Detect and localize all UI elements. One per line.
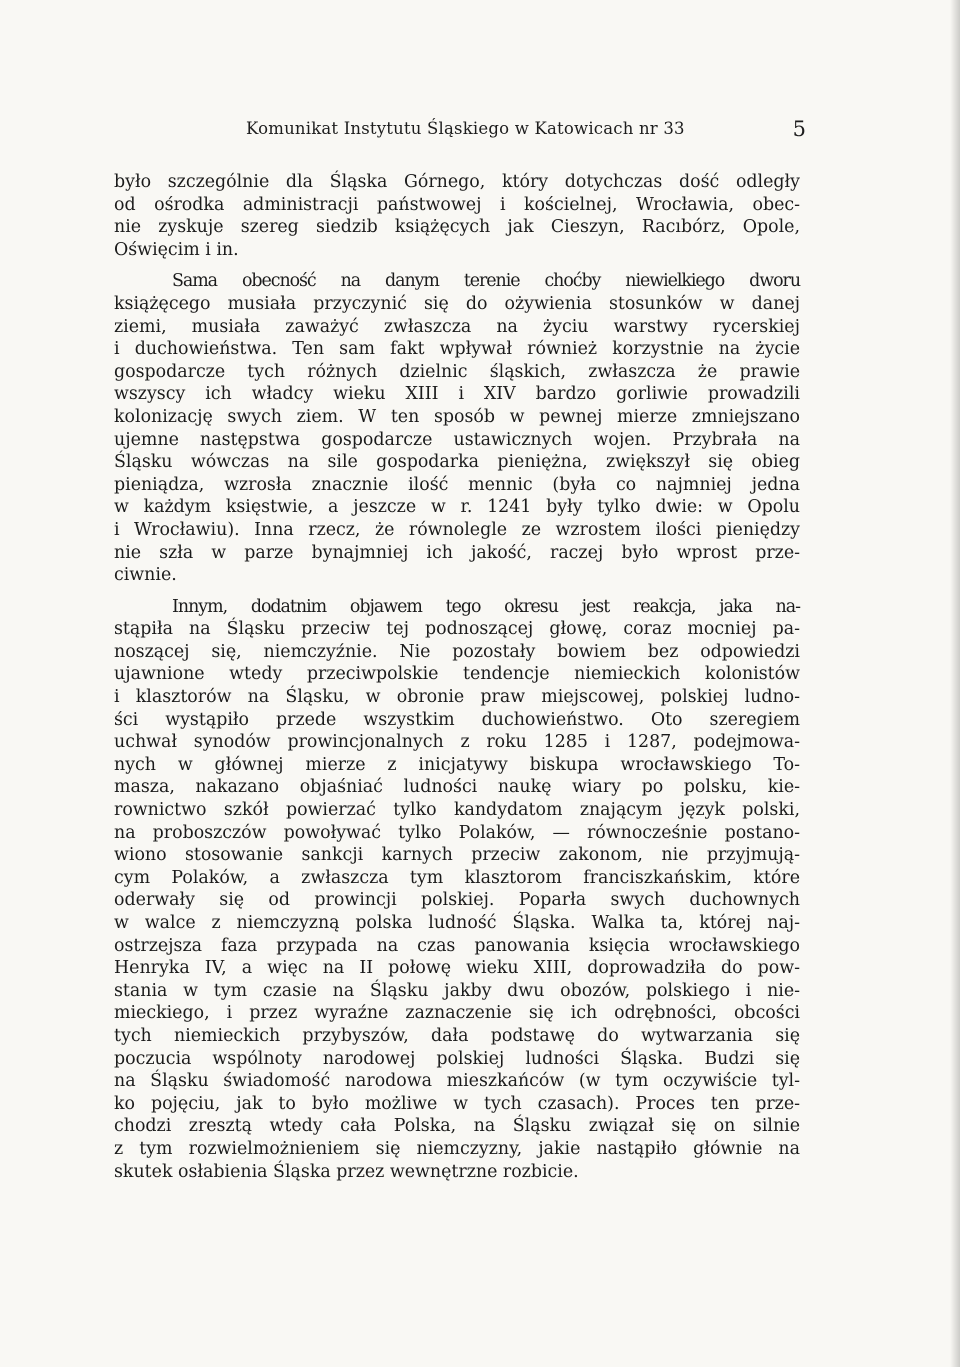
text-line: nych w głównej mierze z inicjatywy biskupa wrocławskiego To-	[114, 754, 800, 775]
text-line: stąpiła na Śląsku przeciw tej podnoszącej głowę, coraz mocniej pa-	[114, 619, 800, 640]
text-line: pieniądza, wzrosła znacznie ilość mennic (była co najmniej jedna	[114, 474, 800, 495]
text-line: i duchowieństwa. Ten sam fakt wpływał również korzystnie na życie	[114, 339, 800, 360]
text-line: ujemne następstwa gospodarcze ustawicznych wojen. Przybrała na	[114, 429, 800, 450]
text-line: ziemi, musiała zaważyć zwłaszcza na życiu warstwy rycerskiej	[114, 316, 800, 337]
text-line: Innym, dodatnim objawem tego okresu jest reakcja, jaka na-	[172, 596, 800, 617]
text-line: Sama obecność na danym terenie choćby niewielkiego dworu	[172, 271, 800, 292]
text-line: książęcego musiała przyczynić się do ożywienia stosunków w danej	[114, 293, 800, 314]
text-line: w każdym księstwie, a jeszcze w r. 1241 były tylko dwie: w Opolu	[114, 497, 800, 518]
page-number: 5	[792, 117, 806, 141]
text-line: nie szła w parze bynajmniej ich jakość, raczej było wprost prze-	[114, 542, 800, 563]
text-line: i Wrocławiu). Inna rzecz, że równolegle ze wzrostem ilości pieniędzy	[114, 519, 800, 540]
text-line: Henryka IV, a więc na II połowę wieku XIII, doprowadziła do pow-	[114, 958, 800, 979]
text-line: na Śląsku świadomość narodowa mieszkańców (w tym oczywiście tyl-	[114, 1071, 800, 1092]
text-line: mieckiego, i przez wyraźne zaznaczenie się ich odrębności, obcości	[114, 1003, 800, 1024]
text-line: tych niemieckich przybyszów, dała podstawę do wytwarzania się	[114, 1025, 800, 1046]
text-line: stania w tym czasie na Śląsku jakby dwu obozów, polskiego i nie-	[114, 980, 800, 1001]
text-line: od ośrodka administracji państwowej i kościelnej, Wrocławia, obec-	[114, 194, 800, 215]
text-line: skutek osłabienia Śląska przez wewnętrzne rozbicie.	[114, 1161, 579, 1182]
paragraph-2	[114, 270, 800, 586]
text-line: wszyscy ich władcy wieku XIII i XIV bardzo gorliwie prowadzili	[114, 384, 800, 405]
page-edge-shadow	[950, 0, 960, 1367]
text-line: było szczególnie dla Śląska Górnego, który dotychczas dość odległy	[114, 172, 800, 192]
text-line: Oświęcim i in.	[114, 239, 239, 260]
body-text	[114, 171, 800, 1183]
text-line: i klasztorów na Śląsku, w obronie praw miejscowej, polskiej ludno-	[114, 687, 800, 708]
text-line: wiono stosowanie sankcji karnych przeciw zakonom, nie przyjmują-	[114, 845, 800, 866]
text-line: ko pojęciu, jak to było możliwe w tych czasach). Proces ten prze-	[114, 1093, 800, 1114]
text-line: noszącej się, niemczyźnie. Nie pozostały bowiem bez odpowiedzi	[114, 641, 800, 662]
text-line: gospodarcze tych różnych dzielnic śląskich, zwłaszcza że prawie	[114, 361, 800, 382]
text-line: ciwnie.	[114, 565, 177, 586]
text-line: na proboszczów powoływać tylko Polaków, — równocześnie postano-	[114, 822, 800, 843]
paragraph-3	[114, 596, 800, 1183]
text-line: w walce z niemczyzną polska ludność Śląska. Walka ta, której naj-	[114, 913, 800, 933]
running-header	[246, 117, 806, 145]
text-line: z tym rozwielmożnieniem się niemczyzny, jakie nastąpiło głównie na	[114, 1138, 800, 1159]
text-line: rownictwo szkół powierzać tylko kandydatom znającym język polski,	[114, 800, 800, 821]
text-line: uchwał synodów prowincjonalnych z roku 1285 i 1287, podejmowa-	[114, 732, 800, 753]
text-line: ści wystąpiło przede wszystkim duchowieństwo. Oto szeregiem	[114, 709, 800, 730]
paragraph-1	[114, 171, 800, 261]
text-line: oderwały się od prowincji polskiej. Poparła swych duchownych	[114, 890, 800, 911]
text-line: masza, nakazano objaśniać ludności naukę wiary po polsku, kie-	[114, 777, 800, 798]
text-line: cym Polaków, a zwłaszcza tym klasztorom franciszkańskim, które	[114, 867, 800, 888]
text-line: chodzi zresztą wtedy cała Polska, na Śląsku związał się on silnie	[114, 1116, 800, 1137]
text-line: Śląsku wówczas na sile gospodarka pieniężna, zwiększył się obieg	[114, 452, 800, 473]
text-line: ostrzejsza faza przypada na czas panowania księcia wrocławskiego	[114, 935, 800, 956]
text-line: ujawnione wtedy przeciwpolskie tendencje niemieckich kolonistów	[114, 664, 800, 685]
running-title: Komunikat Instytutu Śląskiego w Katowicach nr 33	[246, 119, 685, 138]
text-line: kolonizację swych ziem. W ten sposób w pewnej mierze zmniejszano	[114, 406, 800, 427]
text-line: nie zyskuje szereg siedzib książęcych jak Cieszyn, Racıbórz, Opole,	[114, 217, 800, 238]
text-line: poczucia wspólnoty narodowej polskiej ludności Śląska. Budzi się	[114, 1048, 800, 1069]
